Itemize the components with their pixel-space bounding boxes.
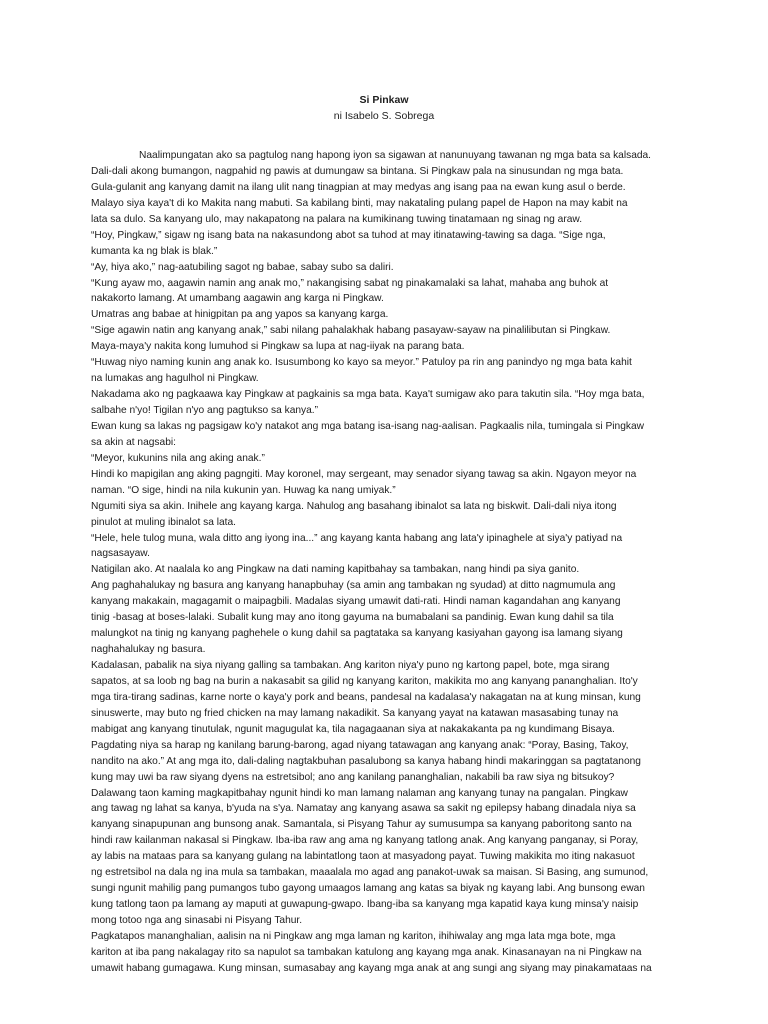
story-line: “Sige agawin natin ang kanyang anak,” sabi nilang pahalakhak habang pasayaw-sayaw na pinalilibutan si Pingkaw.: [91, 325, 611, 337]
story-line: kumanta ka ng blak is blak.”: [91, 245, 218, 257]
story-line: sa akin at nagsabi:: [91, 436, 176, 448]
story-line: Dali-dali akong bumangon, nagpahid ng pawis at dumungaw sa bintana. Si Pingkaw pala na sinusundan ng mga bata.: [91, 165, 624, 177]
story-line: Pagdating niya sa harap ng kanilang barung-barong, agad niyang tatawagan ang kanyang anak: “Poray, Basing, Takoy,: [91, 739, 629, 751]
story-line: nagsasayaw.: [91, 548, 150, 560]
story-line: ng estretsibol na dala ng ina mula sa tambakan, maaalala mo agad ang panakot-uwak sa maisan. Si Basing, ang sumunod,: [91, 867, 649, 879]
story-line: Naalimpungatan ako sa pagtulog nang hapong iyon sa sigawan at nanunuyang tawanan ng mga bata sa kalsada.: [139, 150, 652, 161]
story-line: naghahalukay ng basura.: [91, 644, 206, 656]
story-line: tinig -basag at boses-lalaki. Subalit kung may ano itong gayuma na bumabalani sa pandinig. Ewan kung dahil sa tila: [91, 612, 614, 624]
story-line: ay labis na mataas para sa kanyang gulang na labintatlong taon at masyadong payat. Tuwing makikita mo iting nakasuot: [91, 851, 635, 863]
story-line: “Kung ayaw mo, aagawin namin ang anak mo,” nakangising sabat ng pinakamalaki sa lahat, mahaba ang buhok at: [91, 277, 609, 289]
story-line: umawit habang gumagawa. Kung minsan, sumasabay ang kayang mga anak at ang sungi ang siyang may pinakamataas na: [91, 962, 652, 974]
story-line: pinulot at muling ibinalot sa lata.: [91, 516, 236, 528]
story-line: kariton at iba pang nakalagay rito sa napulot sa tambakan katulong ang kayang mga anak. Kinasanayan na ni Pingkaw na: [91, 946, 642, 958]
story-line: lata sa dulo. Sa kanyang ulo, may nakapatong na palara na kumikinang tuwing tinatamaan ng sinag ng araw.: [91, 213, 583, 225]
story-line: Dalawang taon kaming magkapitbahay ngunit hindi ko man lamang nalaman ang kanyang tunay na pangalan. Pingkaw: [91, 787, 628, 799]
story-line: “Hoy, Pingkaw,” sigaw ng isang bata na nakasundong abot sa tuhod at may itinatawing-tawing sa daga. “Sige nga,: [91, 229, 606, 241]
story-line: sungi ngunit mahilig pang pumangos tubo gayong umaagos lamang ang katas sa biyak ng kayang labi. Ang bunsong ewan: [91, 883, 645, 895]
story-line: Kadalasan, pabalik na siya niyang galling sa tambakan. Ang kariton niya'y puno ng kartong papel, bote, mga sirang: [91, 660, 610, 671]
story-line: Ngumiti siya sa akin. Inihele ang kayang karga. Nahulog ang basahang ibinalot sa lata ng biskwit. Dali-dali niya itong: [91, 500, 617, 512]
story-line: “Ay, hiya ako,” nag-aatubiling sagot ng babae, sabay subo sa daliri.: [91, 261, 394, 273]
story-line: kung may uwi ba raw siyang dyens na estretsibol; ano ang kanilang pananghalian, nakabili ba raw siya ng bitsukoy?: [91, 771, 615, 783]
story-line: Malayo siya kaya't di ko Makita nang mabuti. Sa kabilang binti, may nakataling pulang papel de Hapon na may kabit na: [91, 197, 628, 209]
story-line: “Huwag niyo naming kunin ang anak ko. Isusumbong ko kayo sa meyor.” Patuloy pa rin ang panindyo ng mga bata kahit: [91, 357, 632, 369]
story-line: nakakorto lamang. At umambang aagawin ang karga ni Pingkaw.: [91, 293, 384, 305]
story-line: malungkot na tinig ng kanyang paghehele o kung dahil sa pagtataka sa kanyang kasiyahan gayong isa lamang siyang: [91, 628, 623, 640]
document-title: Si Pinkaw: [359, 94, 409, 106]
story-line: Natigilan ako. At naalala ko ang Pingkaw na dati naming kapitbahay sa tambakan, nang hindi pa siya ganito.: [91, 564, 580, 576]
story-line: kanyang sinapupunan ang bunsong anak. Samantala, si Pisyang Tahur ay sumusumpa sa kanyang paboritong santo na: [91, 819, 632, 831]
story-line: Umatras ang babae at hinigpitan pa ang yapos sa kanyang karga.: [91, 309, 389, 321]
story-line: kung tatlong taon pa lamang ay maputi at guwapung-gwapo. Ibang-iba sa kanyang mga kapatid kaya kung minsa'y naisip: [91, 899, 639, 911]
story-line: Ewan kung sa lakas ng pagsigaw ko'y natakot ang mga batang isa-isang nag-aalisan. Pagkaalis nila, tumingala si Pingkaw: [91, 420, 644, 432]
story-line: Maya-maya'y nakita kong lumuhod si Pingkaw sa lupa at nag-iiyak na parang bata.: [91, 341, 465, 353]
story-line: mong totoo nga ang sinasabi ni Pisyang Tahur.: [91, 915, 303, 926]
story-line: hindi raw kailanman nakasal si Pingkaw. Iba-iba raw ang ama ng kanyang tatlong anak. Ang kanyang panganay, si Poray,: [91, 835, 639, 847]
story-body: [91, 148, 691, 977]
story-line: Ang paghahalukay ng basura ang kanyang hanapbuhay (sa amin ang tambakan ng syudad) at ditto nagmumula ang: [91, 580, 616, 592]
story-line: ang tawag ng lahat sa kanya, b'yuda na s'ya. Namatay ang kanyang asawa sa sakit ng epilepsy habang dinadala niya sa: [91, 803, 636, 815]
story-line: “Meyor, kukunins nila ang aking anak.”: [91, 452, 265, 464]
story-line: sapatos, at sa loob ng bag na burin a nakasabit sa gilid ng kanyang kariton, makikita mo ang kanyang pananghalian. Ito'y: [91, 675, 638, 687]
story-line: na lumakas ang hagulhol ni Pingkaw.: [91, 373, 259, 385]
story-line: Pagkatapos mananghalian, aalisin na ni Pingkaw ang mga laman ng kariton, ihihiwalay ang mga lata mga bote, mga: [91, 930, 616, 942]
story-line: kanyang makakain, magagamit o maipagbili. Madalas siyang umawit dati-rati. Hindi naman kagandahan ang kanyang: [91, 596, 621, 608]
story-line: nandito na ako.” At ang mga ito, dali-daling nagtakbuhan pasalubong sa kanya habang hindi makaringgan sa pagtatanong: [91, 755, 641, 767]
story-line: naman. “O sige, hindi na nila kukunin yan. Huwag ka nang umiyak.”: [91, 484, 396, 496]
story-line: salbahe n'yo! Tigilan n'yo ang pagtukso sa kanya.”: [91, 405, 319, 416]
story-line: Hindi ko mapigilan ang aking pagngiti. May koronel, may sergeant, may senador siyang tawag sa akin. Ngayon meyor na: [91, 468, 637, 480]
story-line: mga tira-tirang sadinas, karne norte o kaya'y pork and beans, pandesal na kadalasa'y nakagatan na at kung minsan, kung: [91, 691, 641, 703]
story-line: Nakadama ako ng pagkaawa kay Pingkaw at pagkainis sa mga bata. Kaya't sumigaw ako para takutin sila. “Hoy mga bata,: [91, 389, 645, 401]
document-author: ni Isabelo S. Sobrega: [333, 110, 435, 122]
story-line: mabigat ang kanyang tinutulak, ngunit magugulat ka, tila nagagaanan siya at nakakakanta pa ng kundimang Bisaya.: [91, 723, 615, 735]
story-line: “Hele, hele tulog muna, wala ditto ang iyong ina...” ang kayang kanta habang ang lata'y ipinaghele at siya'y patiyad na: [91, 532, 623, 544]
story-line: sinuswerte, may buto ng fried chicken na may lamang nakadikit. Sa kanyang yayat na katawan masasabing tunay na: [91, 707, 619, 719]
story-line: Gula-gulanit ang kanyang damit na ilang ulit nang tinagpian at may medyas ang isang paa na ewan kung asul o berde.: [91, 181, 626, 193]
